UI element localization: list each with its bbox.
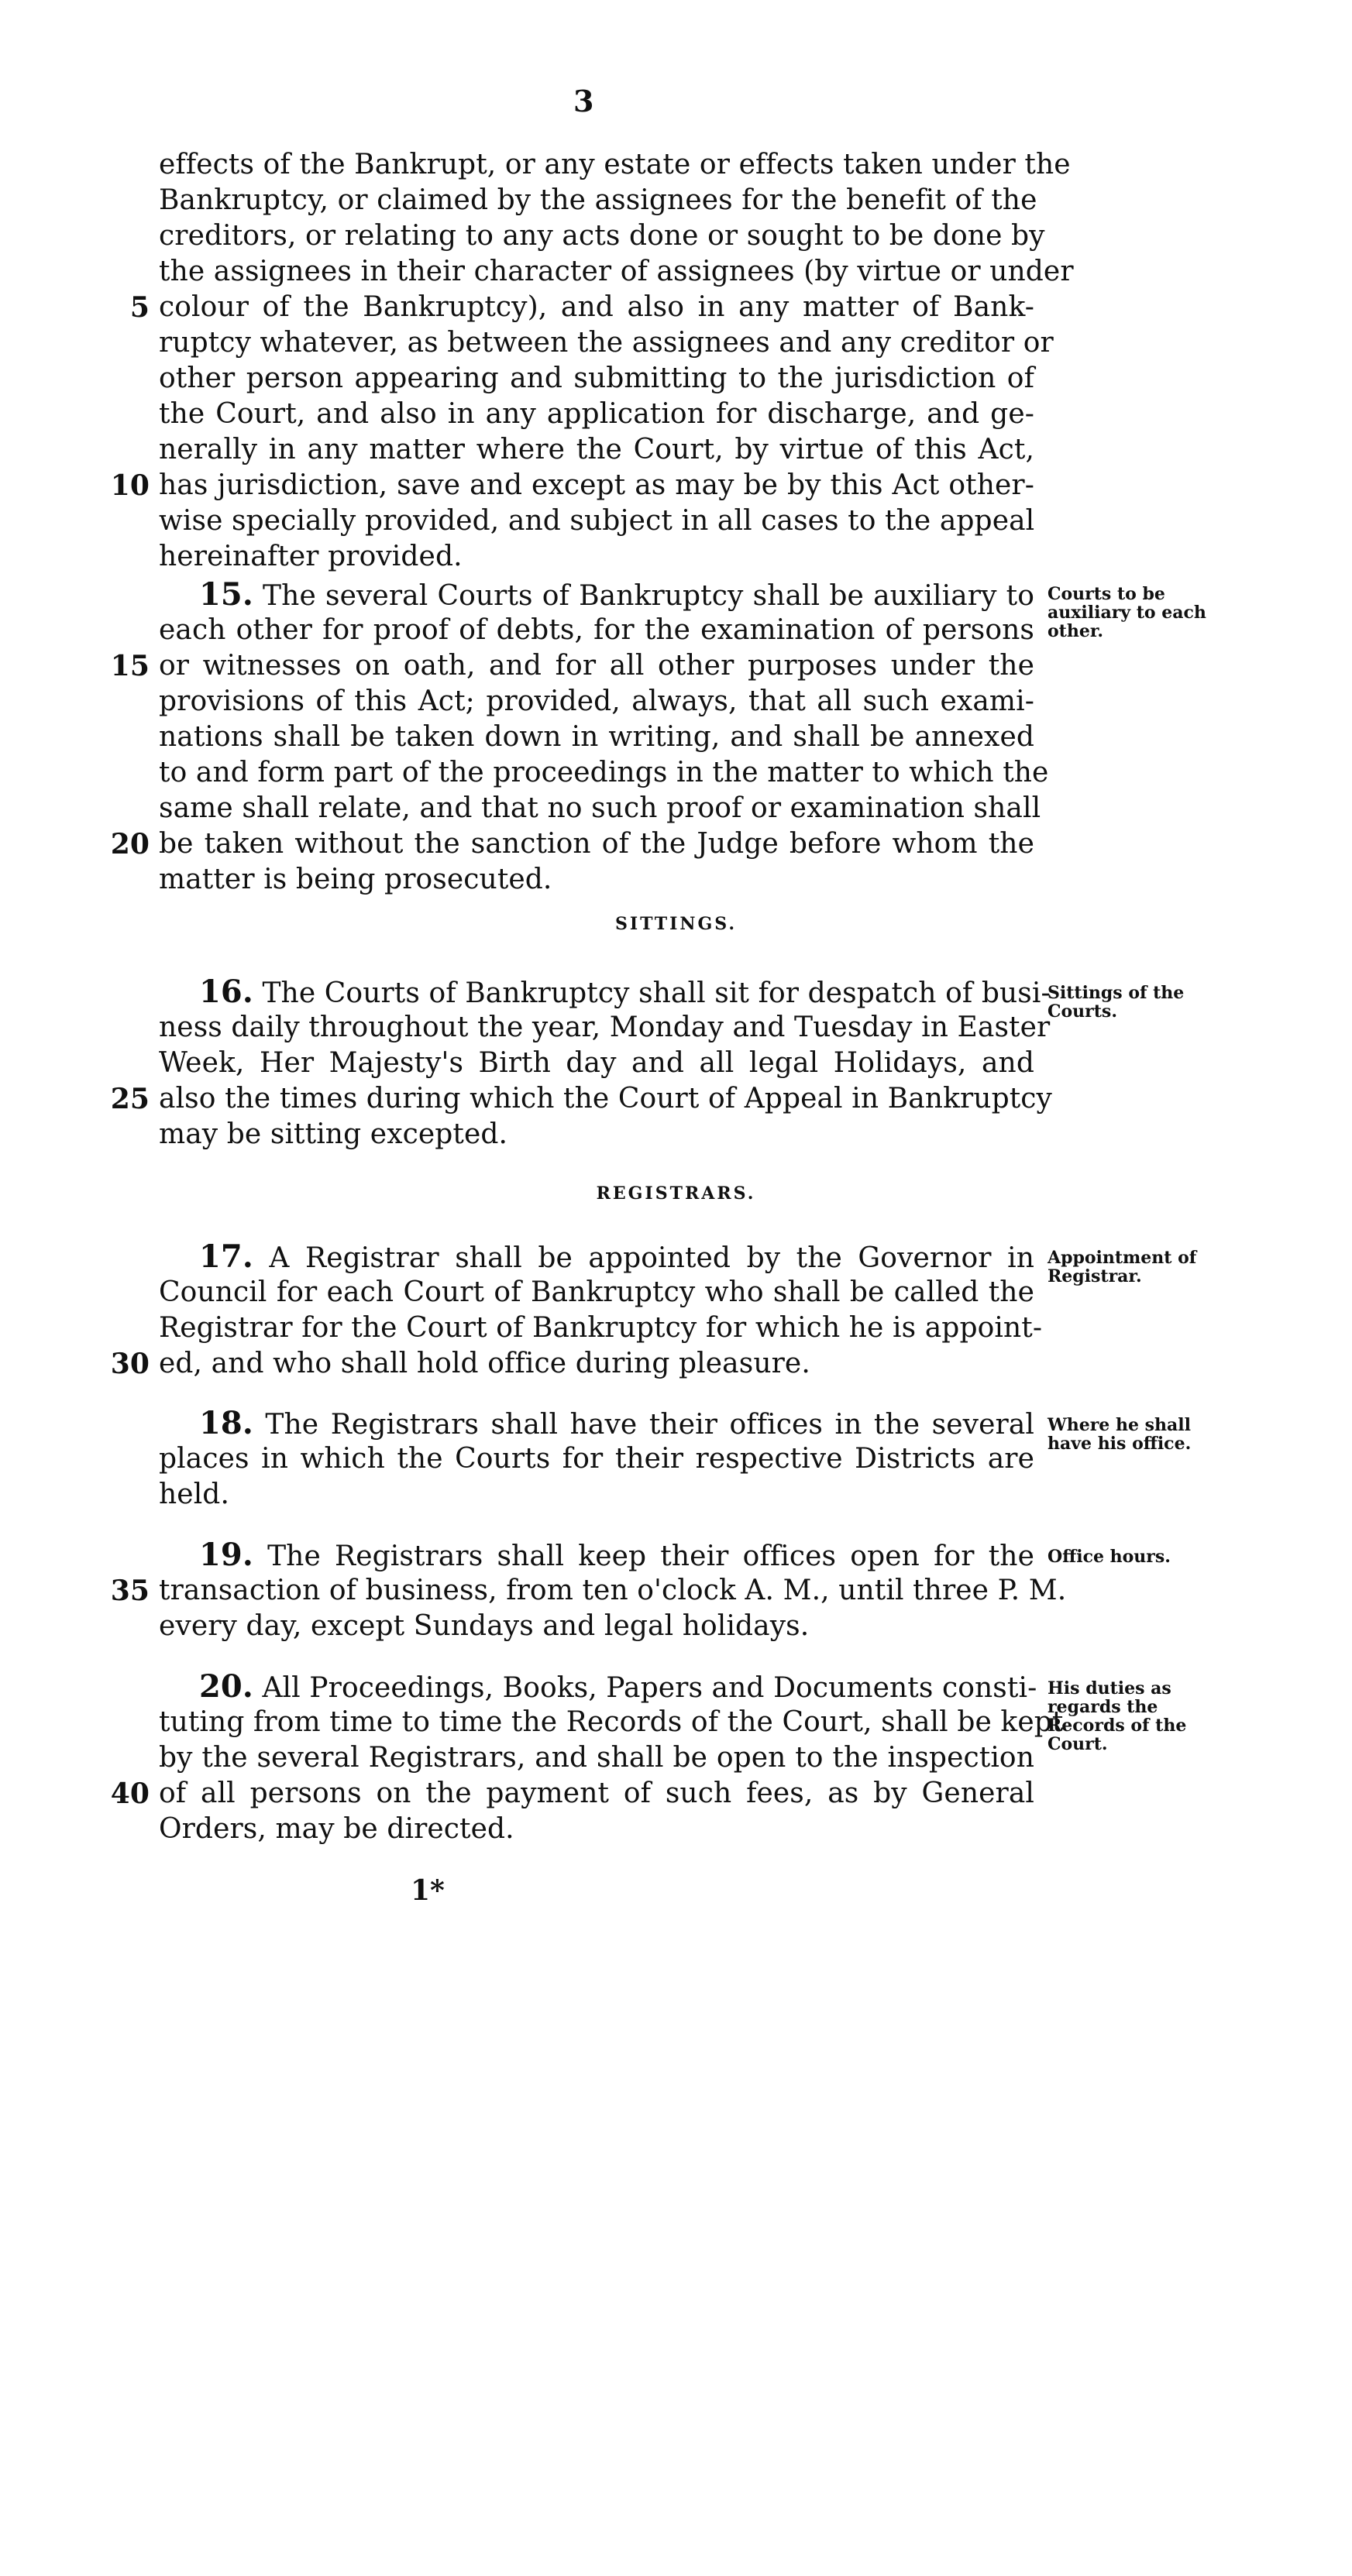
text-line	[110, 648, 1034, 684]
text-line	[159, 1010, 1051, 1046]
text-line	[159, 862, 1034, 898]
line-text: has jurisdiction, save and except as may be by this Act other-	[159, 469, 1034, 501]
text-line	[159, 1406, 1034, 1441]
line-number: 35	[110, 1575, 150, 1607]
line-text: effects of the Bankrupt, or any estate or effects taken under the	[159, 149, 1071, 180]
line-text: provisions of this Act; provided, always, that all such exami-	[159, 685, 1034, 717]
section-first-line	[159, 1668, 1037, 1706]
section-first-line	[159, 974, 1051, 1012]
line-text: other person appearing and submitting to the jurisdiction of	[159, 362, 1034, 394]
text-line	[159, 720, 1034, 755]
text-line	[159, 325, 1054, 361]
section-first-line-text: The several Courts of Bankruptcy shall be auxiliary to	[263, 580, 1034, 612]
section-number: 15.	[199, 576, 253, 613]
text-line	[159, 1275, 1034, 1310]
section-first-line-text: The Courts of Bankruptcy shall sit for despatch of busi-	[262, 977, 1051, 1009]
line-text: each other for proof of debts, for the examination of persons	[159, 614, 1034, 646]
line-text: Orders, may be directed.	[159, 1813, 514, 1845]
section-first-line	[159, 1537, 1034, 1575]
line-text: ruptcy whatever, as between the assignees and any creditor or	[159, 327, 1054, 359]
section-first-line-text: All Proceedings, Books, Papers and Documents consti-	[262, 1672, 1037, 1704]
text-line	[159, 432, 1034, 468]
line-number: 10	[110, 469, 150, 502]
line-number: 30	[110, 1348, 150, 1380]
margin-note-section-15: Courts to be auxiliary to each other.	[1048, 584, 1206, 641]
line-text: ed, and who shall hold office during pleasure.	[159, 1348, 810, 1379]
line-number: 40	[110, 1777, 150, 1810]
section-20	[110, 1668, 1064, 1847]
line-text: also the times during which the Court of Appeal in Bankruptcy	[159, 1083, 1052, 1115]
section-15	[110, 576, 1049, 898]
section-number: 20.	[199, 1668, 253, 1705]
text-line	[159, 684, 1034, 720]
text-line	[159, 1609, 1034, 1644]
section-first-line-text: A Registrar shall be appointed by the Governor in	[269, 1242, 1034, 1274]
text-line	[159, 147, 1071, 183]
section-first-line-text: The Registrars shall keep their offices open for the	[267, 1540, 1034, 1572]
margin-note-section-20: His duties as regards the Records of the Court.	[1048, 1678, 1187, 1754]
line-text: ness daily throughout the year, Monday and Tuesday in Easter	[159, 1012, 1051, 1043]
line-text: to and form part of the proceedings in the matter to which the	[159, 757, 1049, 788]
line-number: 5	[129, 291, 150, 324]
text-line	[159, 183, 1037, 218]
text-line	[159, 791, 1041, 826]
line-text: colour of the Bankruptcy), and also in any matter of Bank-	[159, 291, 1034, 323]
heading-sittings: SITTINGS.	[614, 914, 738, 934]
text-line	[159, 1239, 1034, 1275]
text-line	[159, 503, 1034, 539]
section-19	[110, 1537, 1067, 1644]
line-text: wise specially provided, and subject in all cases to the appeal	[159, 505, 1035, 537]
text-line	[159, 361, 1034, 397]
text-line	[159, 218, 1045, 254]
continuation-paragraph	[110, 147, 1074, 575]
margin-note-section-18: Where he shall have his office.	[1048, 1415, 1192, 1454]
section-16	[110, 974, 1052, 1152]
text-line	[159, 1668, 1037, 1705]
text-line	[159, 1740, 1034, 1776]
text-line	[159, 1477, 1034, 1513]
line-text: by the several Registrars, and shall be open to the inspection	[159, 1742, 1034, 1774]
line-text: creditors, or relating to any acts done or sought to be done by	[159, 220, 1045, 252]
text-line	[159, 755, 1049, 791]
text-line	[159, 1046, 1034, 1081]
line-text: tuting from time to time the Records of the Court, shall be kept	[159, 1706, 1064, 1738]
line-text: may be sitting excepted.	[159, 1118, 508, 1150]
text-line	[159, 539, 1034, 575]
section-number: 17.	[199, 1238, 253, 1275]
section-first-line	[159, 1239, 1034, 1276]
line-text: places in which the Courts for their respective Districts are	[159, 1443, 1034, 1475]
text-line	[110, 1776, 1034, 1812]
section-18	[159, 1406, 1034, 1513]
signature-mark: 1*	[411, 1874, 445, 1907]
text-line	[159, 1117, 1034, 1152]
line-text: every day, except Sundays and legal holidays.	[159, 1610, 810, 1642]
text-line	[110, 1081, 1052, 1117]
section-number: 19.	[199, 1537, 253, 1573]
line-text: Bankruptcy, or claimed by the assignees for the benefit of the	[159, 184, 1037, 216]
line-text: the assignees in their character of assignees (by virtue or under	[159, 256, 1074, 287]
text-line	[159, 397, 1034, 432]
section-number: 16.	[199, 974, 253, 1010]
section-first-line	[159, 577, 1034, 614]
line-text: the Court, and also in any application for discharge, and ge-	[159, 398, 1034, 430]
margin-note-section-19: Office hours.	[1048, 1547, 1171, 1567]
text-line	[110, 1573, 1067, 1609]
margin-note-section-17: Appointment of Registrar.	[1048, 1248, 1197, 1286]
line-text: hereinafter provided.	[159, 541, 463, 572]
section-first-line	[159, 1406, 1034, 1443]
text-line	[159, 1441, 1034, 1477]
margin-note-section-16: Sittings of the Courts.	[1048, 983, 1185, 1022]
section-17	[110, 1238, 1043, 1382]
line-text: nerally in any matter where the Court, by virtue of this Act,	[159, 434, 1034, 465]
heading-registrars: REGISTRARS.	[596, 1183, 756, 1204]
text-line	[159, 1705, 1064, 1740]
line-text: or witnesses on oath, and for all other purposes under the	[159, 650, 1034, 682]
line-text: of all persons on the payment of such fees, as by General	[159, 1777, 1034, 1809]
line-text: transaction of business, from ten o'clock A. M., until three P. M.	[159, 1575, 1067, 1606]
line-number: 20	[110, 828, 150, 860]
text-line	[110, 1346, 1034, 1382]
line-text: Council for each Court of Bankruptcy who shall be called the	[159, 1276, 1034, 1308]
text-line	[159, 1310, 1043, 1346]
text-line	[110, 468, 1034, 503]
line-text: matter is being prosecuted.	[159, 864, 552, 895]
section-number: 18.	[199, 1405, 253, 1441]
text-line	[110, 826, 1034, 862]
text-line	[159, 1537, 1034, 1573]
line-text: Registrar for the Court of Bankruptcy for which he is appoint-	[159, 1312, 1043, 1344]
line-text: nations shall be taken down in writing, and shall be annexed	[159, 721, 1034, 753]
text-line	[159, 1812, 1034, 1847]
line-number: 15	[110, 650, 150, 682]
line-number: 25	[110, 1083, 150, 1115]
line-text: held.	[159, 1479, 229, 1510]
text-line	[159, 613, 1034, 648]
line-text: same shall relate, and that no such proof or examination shall	[159, 792, 1041, 824]
section-first-line-text: The Registrars shall have their offices in the several	[265, 1409, 1034, 1441]
text-line	[129, 290, 1034, 325]
line-text: Week, Her Majesty's Birth day and all legal Holidays, and	[159, 1047, 1034, 1079]
text-line	[159, 577, 1034, 613]
page-number: 3	[573, 84, 594, 118]
text-line	[159, 254, 1074, 290]
line-text: be taken without the sanction of the Judge before whom the	[159, 828, 1034, 860]
text-line	[159, 974, 1051, 1010]
